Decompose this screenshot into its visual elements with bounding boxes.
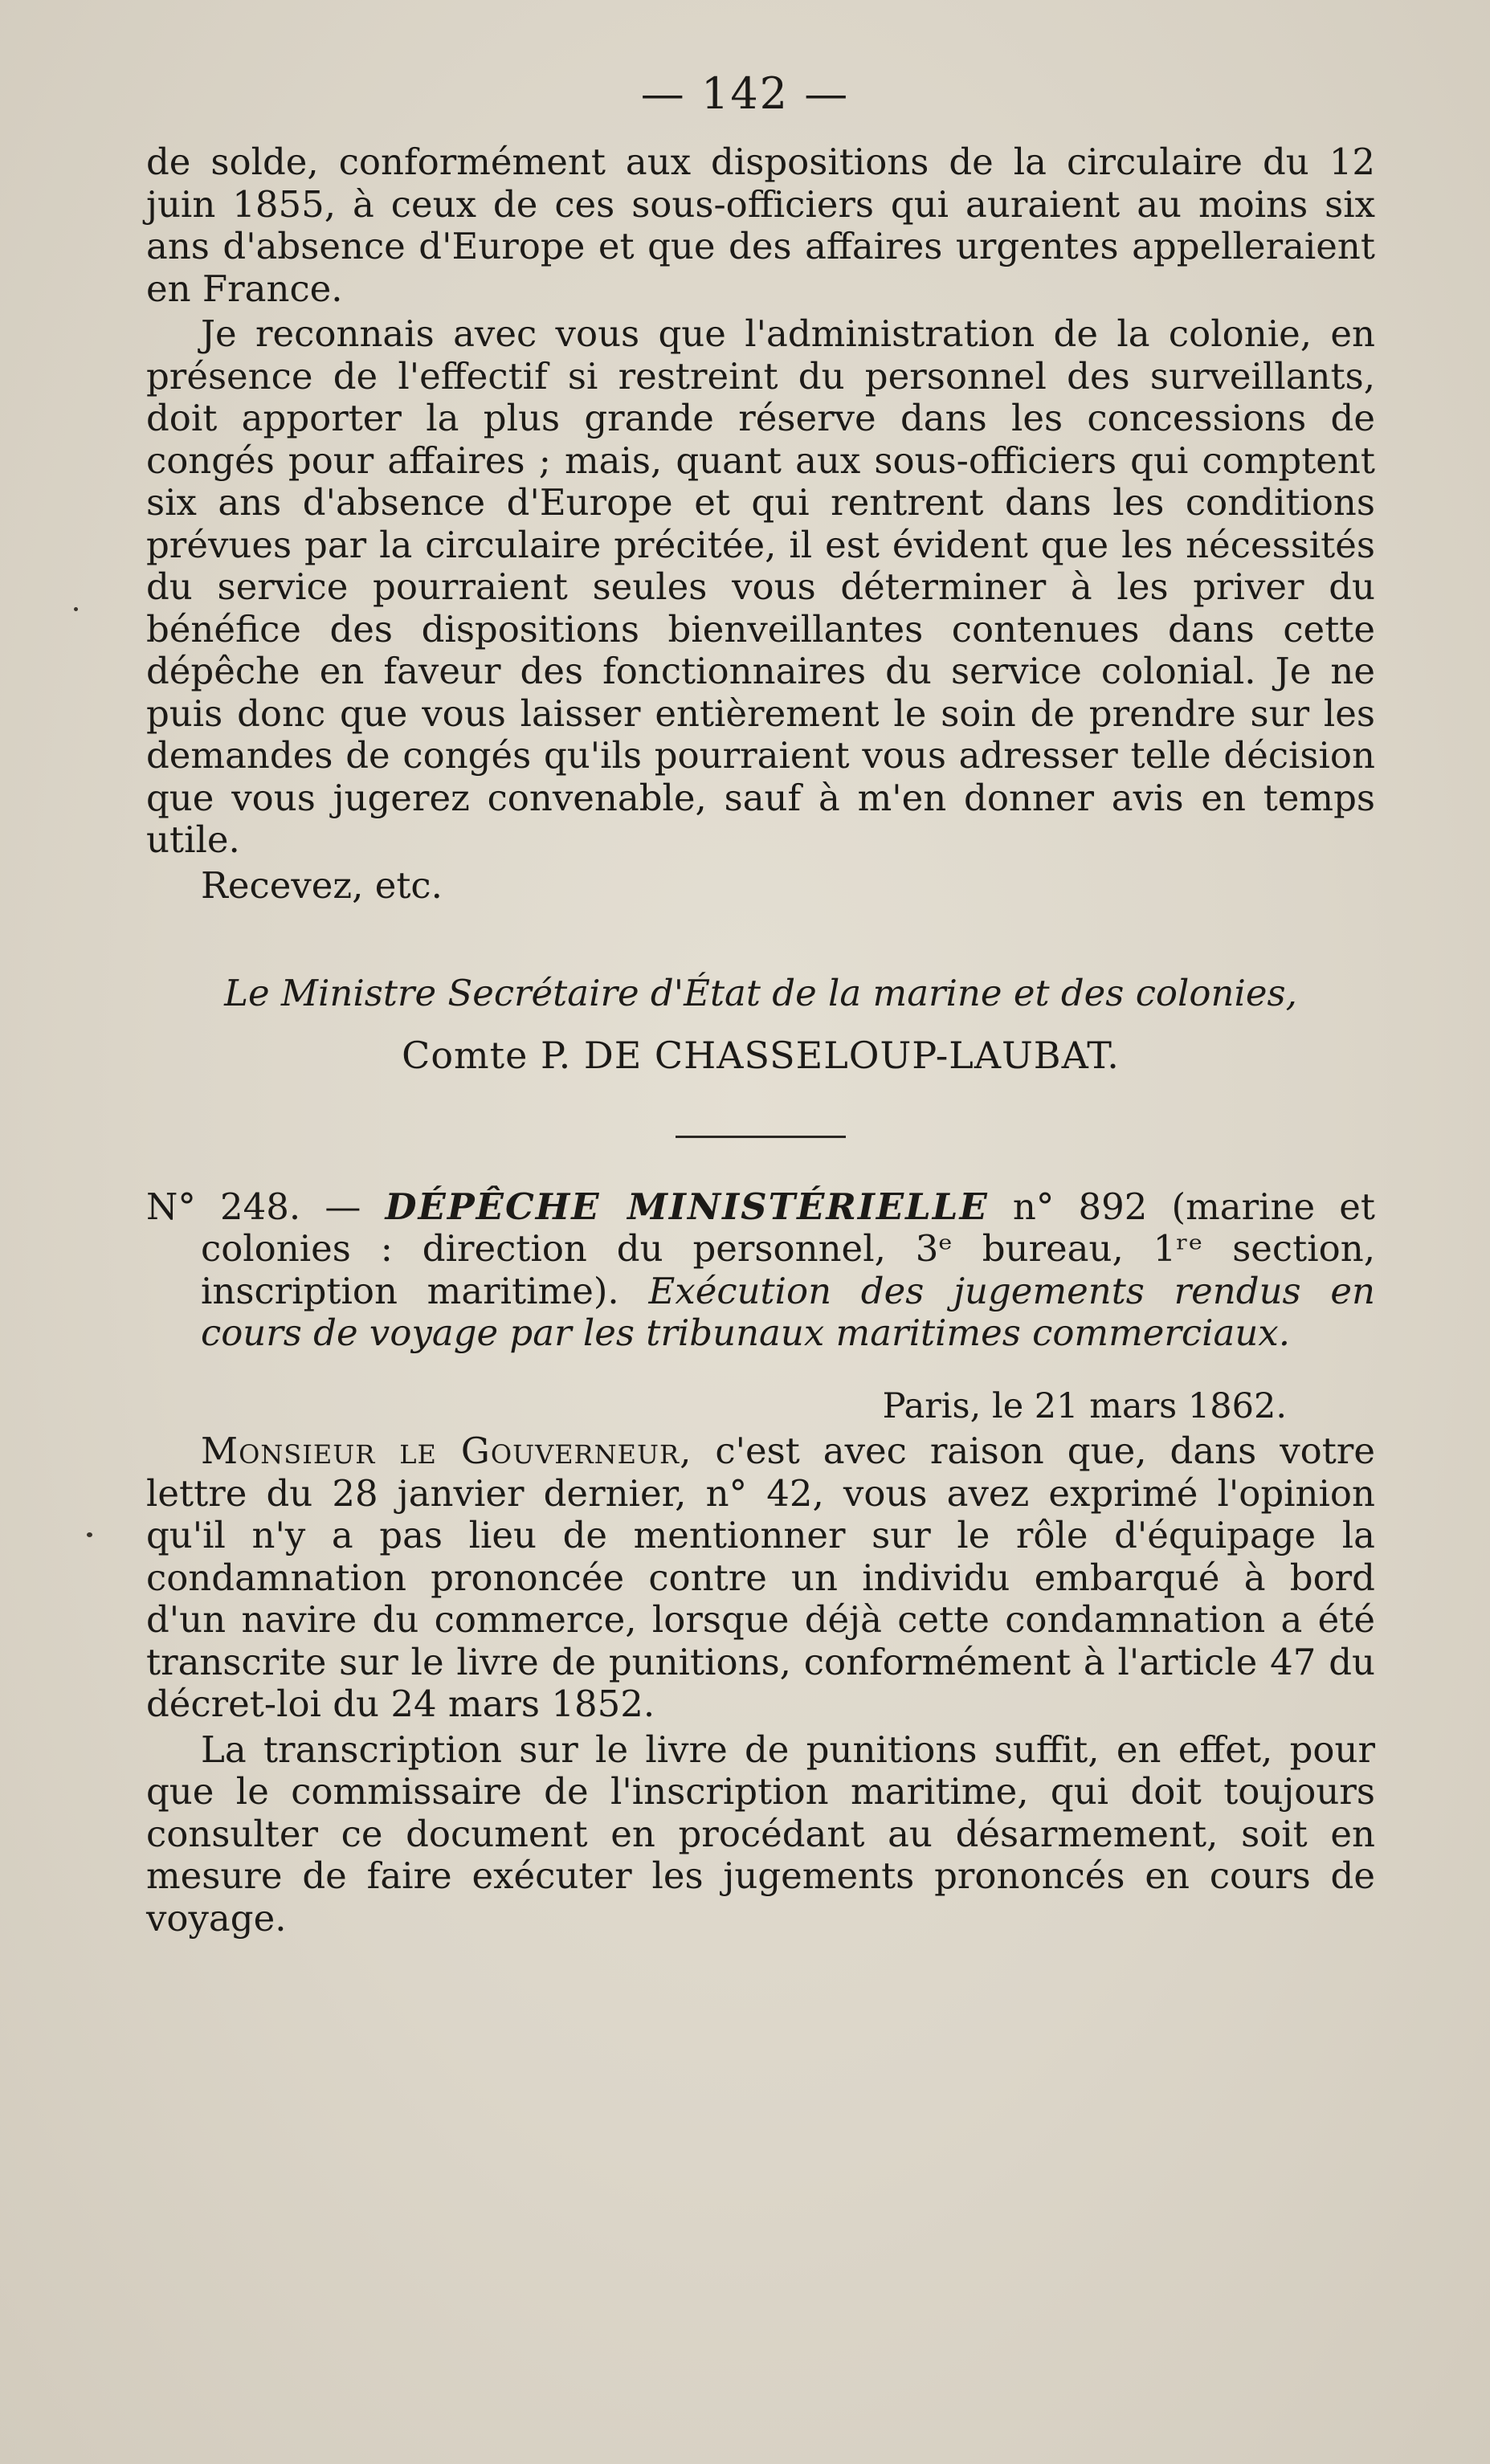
letter1-paragraph-2: Je reconnais avec vous que l'administration de la colonie, en présence de l'effectif si restreint du personnel des surveillants, doit apporter la plus grande réserve dans les concessions de congés pour affaires ; mais, quant aux sous-officiers qui comptent six ans d'absence d'Europe et qui rentrent dans les conditions prévues par la circulaire précitée, il est évident que les nécessités du service pourraient seules vous déterminer à les priver du bénéfice des dispositions bienveillantes contenues dans cette dépêche en faveur des fonctionnaires du service colonial. Je ne puis donc que vous laisser entièrement le soin de prendre sur les demandes de congés qu'ils pourraient vous adresser telle décision que vous jugerez convenable, sauf à m'en donner avis en temps utile. — [146, 312, 1375, 861]
signature-title: Le Ministre Secrétaire d'État de la marine et des colonies, — [224, 972, 1297, 1014]
document-summary: Exécution des jugements rendus en cours de voyage par les tribunaux maritimes commerciaux. — [201, 1269, 1375, 1354]
dateline: Paris, le 21 mars 1862. — [882, 1385, 1287, 1426]
document-reference: n° 892 (marine et colonies : direction du personnel, 3ᵉ bureau, 1ʳᵉ section, inscription maritime). — [201, 1185, 1375, 1312]
salutation: Monsieur le Gouverneur, — [201, 1430, 692, 1472]
section-divider — [676, 1136, 846, 1138]
letter1-paragraph-1: de solde, conformément aux dispositions de la circulaire du 12 juin 1855, à ceux de ces sous-officiers qui auraient au moins six ans d'absence d'Europe et que des affaires urgentes appelleraient en France. — [146, 141, 1375, 310]
document-paragraph-1 — [146, 1430, 1375, 1726]
document-paragraph-2: La transcription sur le livre de punitions suffit, en effet, pour que le commissaire de l'inscription maritime, qui doit toujours consulter ce document en procédant au désarmement, soit en mesure de faire exécuter les jugements prononcés en cours de voyage. — [146, 1728, 1375, 1940]
ink-speck — [74, 607, 78, 611]
document-title: DÉPÊCHE MINISTÉRIELLE — [385, 1185, 989, 1228]
letter1-closing: Recevez, etc. — [201, 863, 443, 907]
page-number: — 142 — — [640, 68, 850, 119]
document-paragraph-1-text: c'est avec raison que, dans votre lettre du 28 janvier dernier, n° 42, vous avez exprimé l'opinion qu'il n'y a pas lieu de mentionner sur le rôle d'équipage la condamnation prononcée contre un individu embarqué à bord d'un navire du commerce, lorsque déjà cette condamnation a été transcrite sur le livre de punitions, conformément à l'article 47 du décret-loi du 24 mars 1852. — [146, 1430, 1375, 1725]
signature-name: Comte P. DE CHASSELOUP-LAUBAT. — [402, 1033, 1120, 1077]
document-header — [146, 1186, 1375, 1355]
text-column — [146, 141, 1375, 1940]
document-number: N° 248. — — [146, 1185, 361, 1228]
ink-speck — [87, 1532, 92, 1537]
